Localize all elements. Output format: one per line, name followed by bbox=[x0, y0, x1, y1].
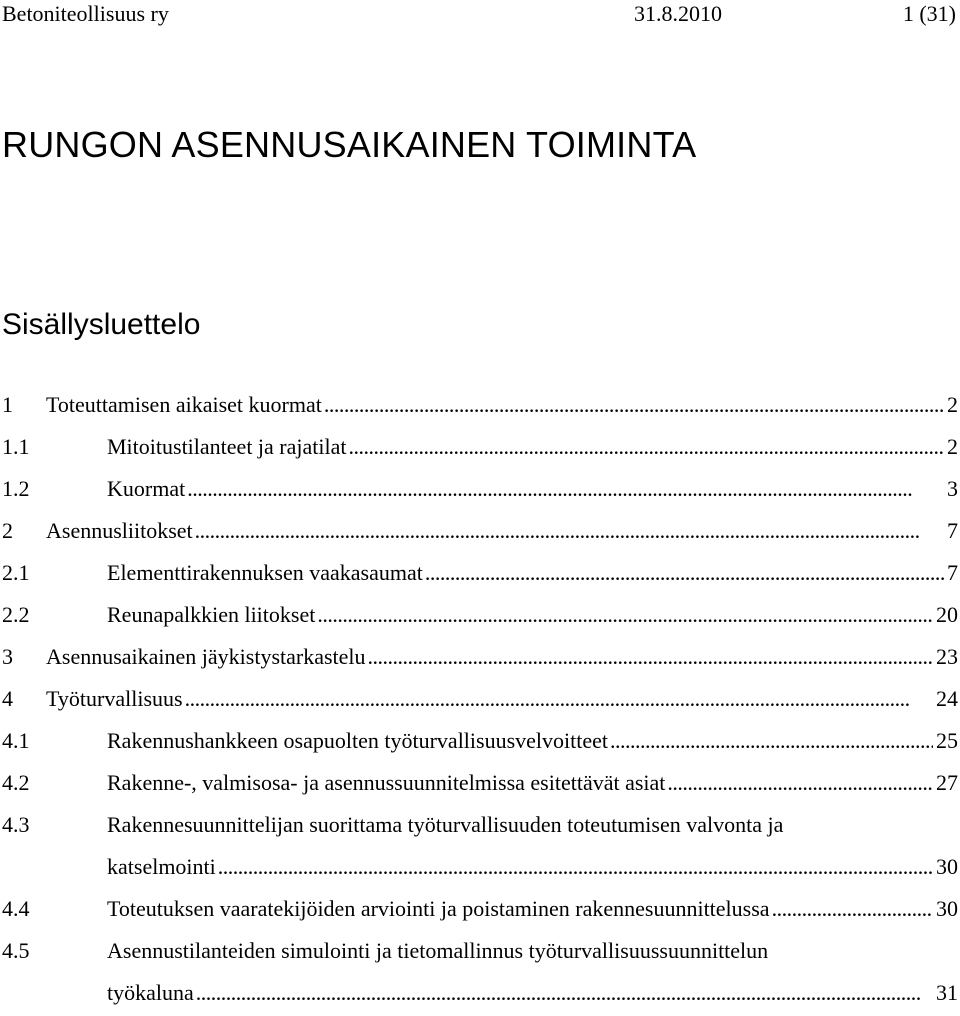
toc-text: Rakenne-, valmisosa- ja asennussuunnitelmissa esitettävät asiat bbox=[107, 770, 666, 795]
toc-page: 24 bbox=[936, 686, 958, 711]
toc-number: 2.2 bbox=[2, 602, 30, 627]
toc-entry[interactable] bbox=[0, 762, 960, 804]
toc-number: 4.3 bbox=[2, 812, 30, 837]
toc-entry[interactable] bbox=[0, 510, 960, 552]
toc-page: 3 bbox=[947, 476, 958, 501]
toc-number: 4 bbox=[2, 686, 13, 711]
dot-leader bbox=[317, 594, 933, 636]
toc-entry[interactable] bbox=[0, 426, 960, 468]
toc-page: 2 bbox=[947, 434, 958, 459]
toc-text: työkaluna bbox=[107, 980, 194, 1005]
toc-text: katselmointi bbox=[107, 854, 216, 879]
toc-number: 4.5 bbox=[2, 938, 30, 963]
toc-page: 31 bbox=[936, 980, 958, 1005]
page-header bbox=[0, 0, 960, 30]
toc-page: 30 bbox=[936, 896, 958, 921]
toc-entry[interactable] bbox=[0, 804, 960, 888]
toc-text: Reunapalkkien liitokset bbox=[107, 602, 316, 627]
toc-number: 3 bbox=[2, 644, 13, 669]
dot-leader bbox=[610, 720, 933, 762]
toc-entry[interactable] bbox=[0, 720, 960, 762]
dot-leader bbox=[195, 510, 944, 552]
toc-text: Rakennushankkeen osapuolten työturvallisuusvelvoitteet bbox=[107, 728, 609, 753]
toc-entry[interactable] bbox=[0, 930, 960, 1014]
toc-text: Toteutuksen vaaratekijöiden arviointi ja poistaminen rakennesuunnittelussa bbox=[107, 896, 770, 921]
dot-leader bbox=[667, 762, 933, 804]
document-date: 31.8.2010 bbox=[634, 1, 722, 26]
dot-leader bbox=[425, 552, 944, 594]
toc-text-line1: Asennustilanteiden simulointi ja tietomallinnus työturvallisuussuunnittelun bbox=[107, 938, 769, 963]
toc-entry[interactable] bbox=[0, 888, 960, 930]
dot-leader bbox=[324, 384, 944, 426]
toc-text: Asennusaikainen jäykistystarkastelu bbox=[46, 644, 366, 669]
toc-number: 1.2 bbox=[2, 476, 30, 501]
toc-page: 7 bbox=[947, 518, 958, 543]
toc-text: Toteuttamisen aikaiset kuormat bbox=[46, 392, 322, 417]
toc-entry[interactable] bbox=[0, 594, 960, 636]
toc-page: 20 bbox=[936, 602, 958, 627]
toc-entry[interactable] bbox=[0, 636, 960, 678]
toc-page: 27 bbox=[936, 770, 958, 795]
dot-leader bbox=[187, 468, 944, 510]
toc-number: 4.4 bbox=[2, 896, 30, 921]
toc-text: Elementtirakennuksen vaakasaumat bbox=[107, 560, 423, 585]
dot-leader bbox=[196, 972, 933, 1014]
organization-name: Betoniteollisuus ry bbox=[2, 1, 169, 26]
toc-entry[interactable] bbox=[0, 552, 960, 594]
toc-page: 2 bbox=[947, 392, 958, 417]
toc-heading: Sisällysluettelo bbox=[2, 308, 201, 341]
toc-number: 2 bbox=[2, 518, 13, 543]
document-title: RUNGON ASENNUSAIKAINEN TOIMINTA bbox=[2, 124, 697, 165]
toc-page: 7 bbox=[947, 560, 958, 585]
dot-leader bbox=[772, 888, 933, 930]
toc-number: 4.2 bbox=[2, 770, 30, 795]
toc-text: Työturvallisuus bbox=[46, 686, 183, 711]
dot-leader bbox=[185, 678, 933, 720]
toc-text: Mitoitustilanteet ja rajatilat bbox=[107, 434, 347, 459]
toc-page: 23 bbox=[936, 644, 958, 669]
toc-text-line1: Rakennesuunnittelijan suorittama työturvallisuuden toteutumisen valvonta ja bbox=[107, 812, 784, 837]
table-of-contents bbox=[0, 384, 960, 1014]
dot-leader bbox=[368, 636, 933, 678]
dot-leader bbox=[349, 426, 945, 468]
toc-number: 2.1 bbox=[2, 560, 30, 585]
toc-text: Kuormat bbox=[107, 476, 186, 501]
toc-page: 25 bbox=[936, 728, 958, 753]
toc-page: 30 bbox=[936, 854, 958, 879]
toc-number: 1.1 bbox=[2, 434, 30, 459]
toc-number: 1 bbox=[2, 392, 13, 417]
toc-entry[interactable] bbox=[0, 678, 960, 720]
page-number: 1 (31) bbox=[902, 1, 956, 26]
toc-entry[interactable] bbox=[0, 384, 960, 426]
toc-entry[interactable] bbox=[0, 468, 960, 510]
dot-leader bbox=[218, 846, 933, 888]
toc-text: Asennusliitokset bbox=[46, 518, 193, 543]
toc-number: 4.1 bbox=[2, 728, 30, 753]
